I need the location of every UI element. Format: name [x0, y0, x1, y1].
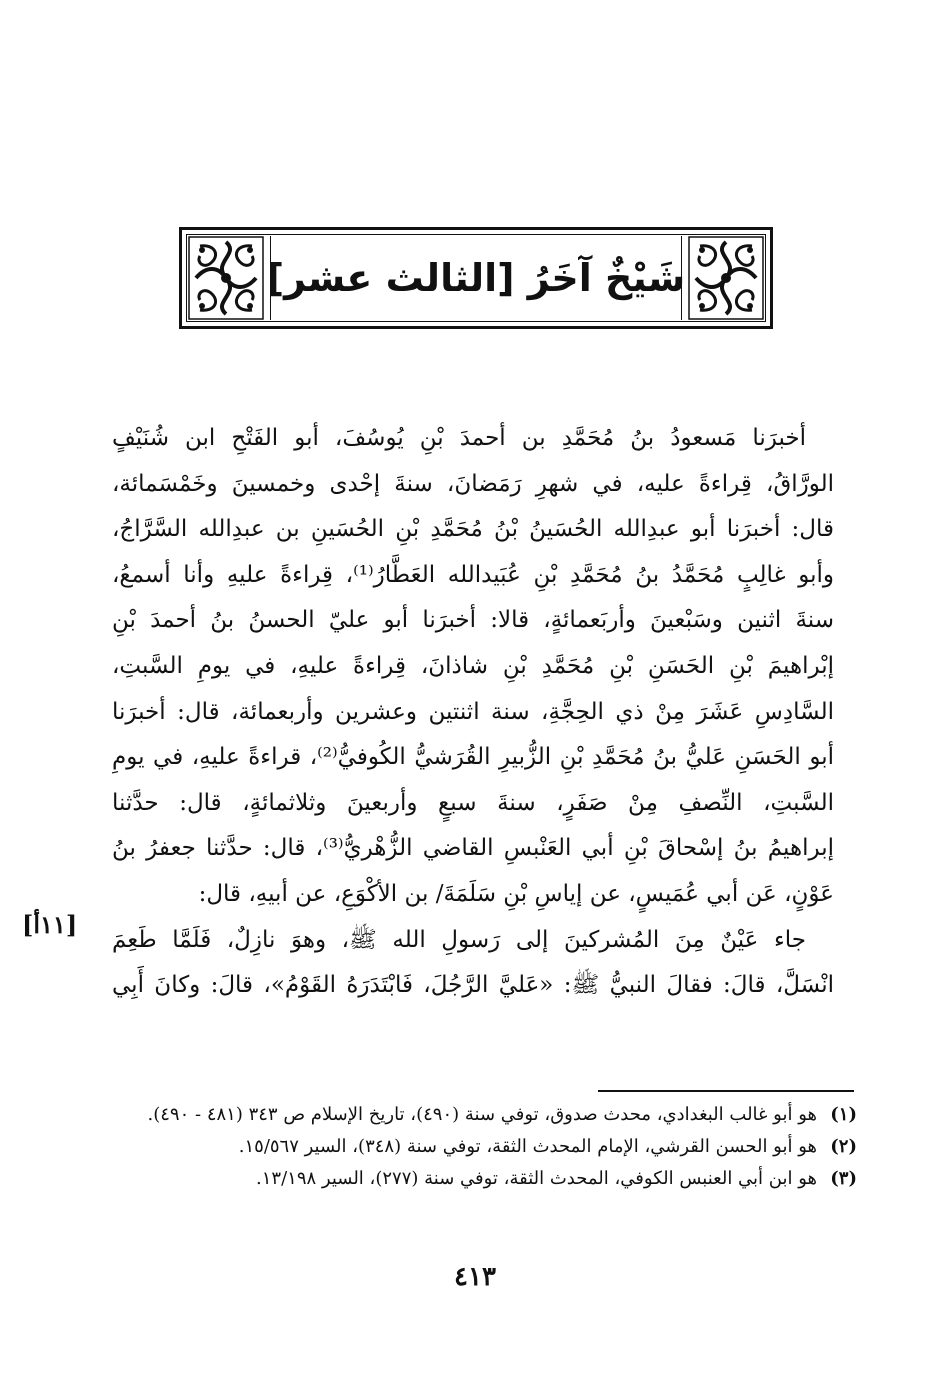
text-line: قال: أخبرَنا أبو عبدِالله الحُسَينُ بْنُ مُحَمَّدِ بْنِ الحُسَينِ بن عبدِالله السَّرَّاجُ،: [112, 516, 834, 543]
footnote-text: هو أبو غالب البغدادي، محدث صدوق، توفي سنة (٤٩٠)، تاريخ الإسلام ص ٣٤٣ (٤٨١ - ٤٩٠).: [147, 1104, 817, 1125]
text-line: أبو الحَسَنِ عَليُّ بنُ مُحَمَّدِ بْنِ الزُّبيرِ القُرَشيُّ الكُوفيُّ⁽²⁾، قراءةً عليهِ، في يومِ: [112, 744, 834, 771]
text-line: عَوْنٍ، عَن أبي عُمَيسٍ، عن إياسِ بْنِ سَلَمَةَ/ بن الأكْوَعِ، عن أبيهِ، قال:: [198, 880, 834, 907]
footnote-text: هو ابن أبي العنبس الكوفي، المحدث الثقة، توفي سنة (٢٧٧)، السير ١٣/١٩٨.: [256, 1168, 817, 1189]
text-line: السَّبتِ، النِّصفِ مِنْ صَفَرٍ، سنةَ سبعٍ وأربعينَ وثلاثمائةٍ، قال: حدَّثنا: [112, 789, 834, 816]
chapter-title: شَيْخٌ آخَرُ [الثالث عشر]: [266, 256, 686, 300]
text-line: جاء عَيْنٌ مِنَ المُشركينَ إلى رَسولِ الله ﷺ، وهوَ نازِلٌ، فَلَمَّا طَعِمَ: [112, 926, 806, 953]
footnote-number: (١): [830, 1104, 857, 1125]
text-line: إبراهيمُ بنُ إسْحاقَ بْنِ أبي العَنْبسِ القاضي الزُّهْريُّ⁽³⁾، قال: حدَّثنا جعفرُ بنُ: [112, 835, 834, 862]
footnote-separator: [598, 1090, 854, 1092]
footnote: [112, 1100, 857, 1130]
footnote-number: (٣): [830, 1168, 857, 1189]
text-line: سنةَ اثنين وسَبْعينَ وأربَعمائةٍ، قالا: أخبرَنا أبو عليّ الحسنُ بنُ أحمدَ بْنِ: [112, 607, 834, 634]
text-line: السَّادِسِ عَشَرَ مِنْ ذي الحِجَّةِ، سنة اثنتين وعشرين وأربعمائة، قال: أخبرَنا: [112, 698, 834, 725]
floral-ornament-icon: [688, 236, 764, 320]
title-panel: [266, 236, 686, 320]
footnote: [112, 1164, 857, 1194]
text-line: وأبو غالِبٍ مُحَمَّدُ بنُ مُحَمَّدِ بْنِ عُبَيدالله العَطَّارُ⁽¹⁾، قِراءةً عليهِ وأنا أسمعُ،: [112, 561, 834, 588]
page-number: ٤١٣: [454, 1262, 496, 1292]
floral-ornament-icon: [188, 236, 264, 320]
footnote: [112, 1132, 857, 1162]
text-line: إبْراهيمَ بْنِ الحَسَنِ بْنِ مُحَمَّدِ بْنِ شاذانَ، قِراءةً عليهِ، في يومِ السَّبتِ،: [112, 652, 834, 679]
footnote-number: (٢): [830, 1136, 857, 1157]
footnotes: [112, 1100, 857, 1196]
manuscript-folio-marker: [١١أ]: [22, 910, 78, 939]
footnote-text: هو أبو الحسن القرشي، الإمام المحدث الثقة، توفي سنة (٣٤٨)، السير ١٥/٥٦٧.: [238, 1136, 817, 1157]
main-text: [112, 416, 834, 1009]
text-line: أخبرَنا مَسعودُ بنُ مُحَمَّدِ بن أحمدَ بْنِ يُوسُفَ، أبو الفَتْحِ ابن شُنَيْفٍ: [112, 425, 806, 451]
text-line: الورَّاقُ، قِراءةً عليه، في شهرِ رَمَضانَ، سنةَ إحْدى وخمسينَ وخَمْسَمائة،: [112, 470, 834, 497]
chapter-title-box: [179, 227, 773, 329]
text-line: انْسَلَّ، قالَ: فقالَ النبيُّ ﷺ: «عَليَّ الرَّجُلَ، فَابْتَدَرَهُ القَوْمُ»، قالَ: وكانَ أَبِي: [112, 972, 834, 999]
